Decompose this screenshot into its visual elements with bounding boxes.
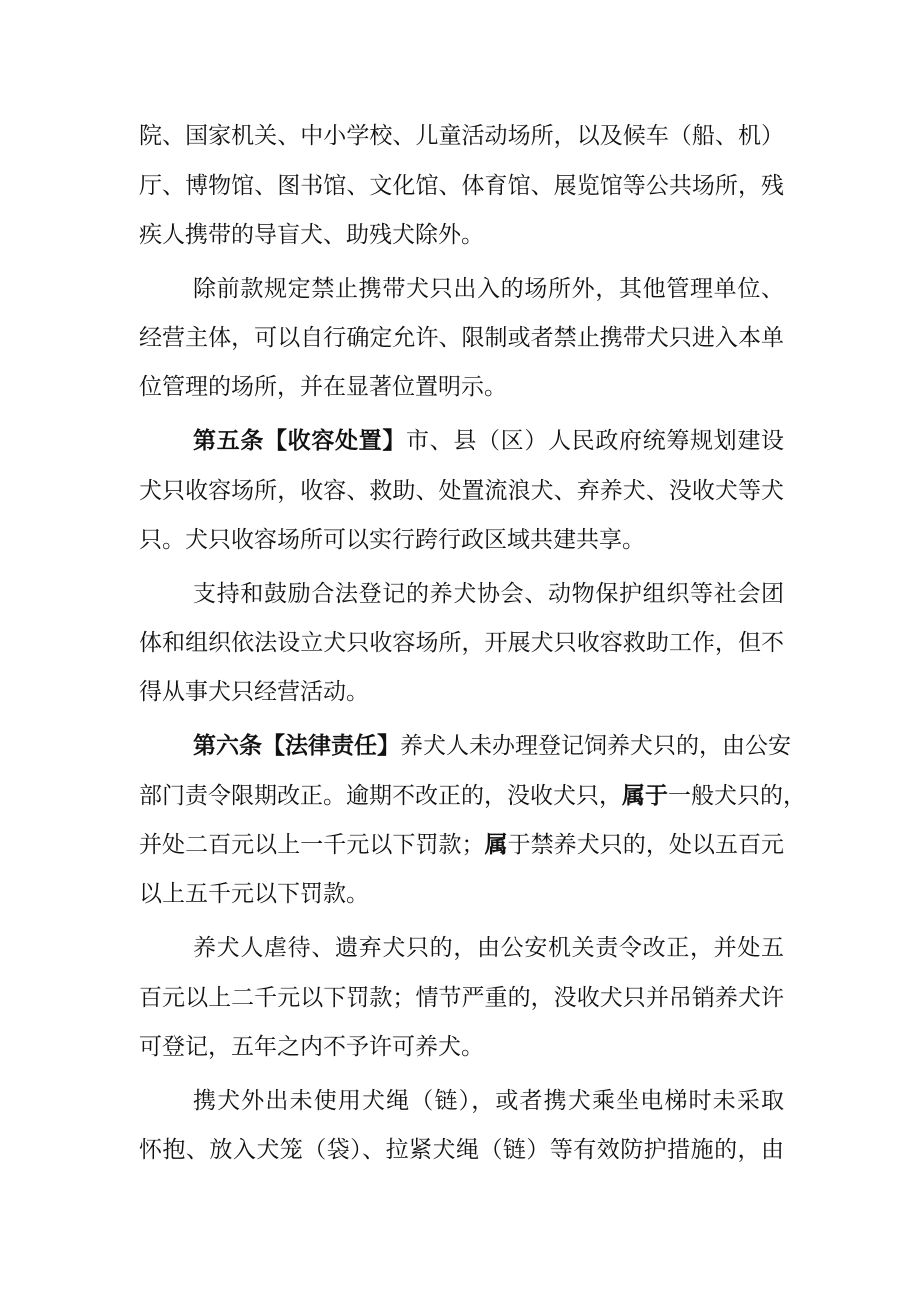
text-line: 经营主体，可以自行确定允许、限制或者禁止携带犬只进入本单 xyxy=(139,325,784,351)
article-6-first-line xyxy=(193,731,791,761)
text-run: 养犬人未办理登记饲养犬只的，由公安 xyxy=(400,733,791,759)
text-line: 厅、博物馆、图书馆、文化馆、体育馆、展览馆等公共场所，残 xyxy=(139,173,784,199)
text-line: 疾人携带的导盲犬、助残犬除外。 xyxy=(139,222,484,248)
text-line: 只。犬只收容场所可以实行跨行政区域共建共享。 xyxy=(139,527,645,553)
text-line: 怀抱、放入犬笼（袋）、拉紧犬绳（链）等有效防护措施的，由 xyxy=(139,1137,784,1163)
text-line: 以上五千元以下罚款。 xyxy=(139,881,369,907)
text-line: 体和组织依法设立犬只收容场所，开展犬只收容救助工作，但不 xyxy=(139,630,784,656)
text-line: 院、国家机关、中小学校、儿童活动场所，以及候车（船、机） xyxy=(139,123,784,149)
text-line: 位管理的场所，并在显著位置明示。 xyxy=(139,374,507,400)
article-heading: 第六条【法律责任】 xyxy=(193,732,400,759)
text-line xyxy=(139,781,806,811)
text-line: 可登记，五年之内不予许可养犬。 xyxy=(139,1034,484,1060)
text-run: 一般犬只的， xyxy=(668,783,806,809)
text-run: 并处二百元以上一千元以下罚款； xyxy=(139,832,485,858)
text-line xyxy=(139,830,784,860)
text-line: 除前款规定禁止携带犬只出入的场所外，其他管理单位、 xyxy=(193,276,784,302)
article-5-first-line xyxy=(193,426,784,456)
text-line: 百元以上二千元以下罚款；情节严重的，没收犬只并吊销养犬许 xyxy=(139,985,784,1011)
text-line: 得从事犬只经营活动。 xyxy=(139,679,369,705)
text-line: 养犬人虐待、遗弃犬只的，由公安机关责令改正，并处五 xyxy=(193,935,784,961)
text-run: 部门责令限期改正。逾期不改正的，没收犬只， xyxy=(139,783,622,809)
text-line: 携犬外出未使用犬绳（链），或者携犬乘坐电梯时未采取 xyxy=(193,1088,784,1114)
bold-run: 属于 xyxy=(622,782,668,809)
text-line: 支持和鼓励合法登记的养犬协会、动物保护组织等社会团 xyxy=(193,581,784,607)
text-run: 市、县（区）人民政府统筹规划建设 xyxy=(406,428,785,454)
article-heading: 第五条【收容处置】 xyxy=(193,427,406,454)
bold-run: 属 xyxy=(484,831,508,858)
text-run: 于禁养犬只的，处以五百元 xyxy=(507,832,785,858)
text-line: 犬只收容场所，收容、救助、处置流浪犬、弃养犬、没收犬等犬 xyxy=(139,478,784,504)
